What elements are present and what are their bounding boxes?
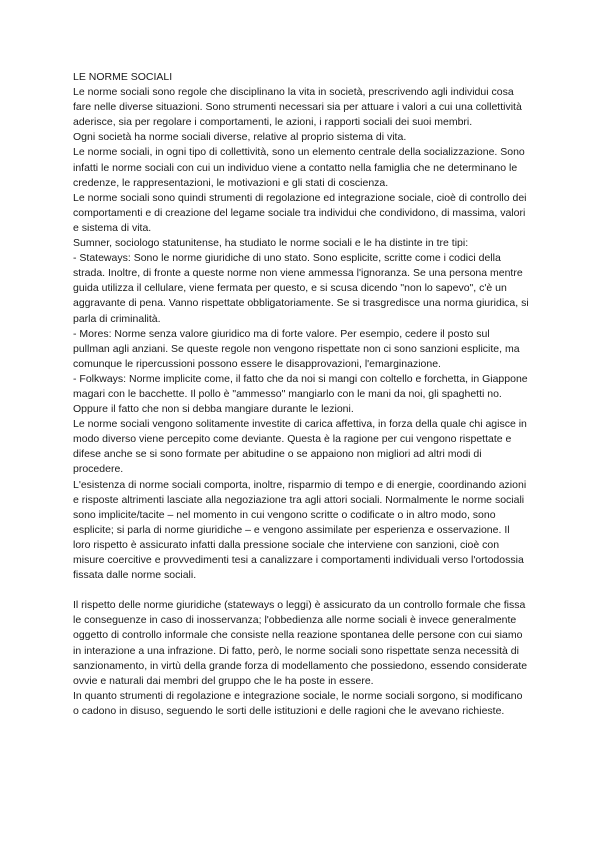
document-body bbox=[73, 70, 529, 719]
paragraph-mores: - Mores: Norme senza valore giuridico ma di forte valore. Per esempio, cedere il posto sul pullman agli anziani. Se queste regole non vengono rispettate non ci sono sanzioni esplicite, ma comunque le ripercussioni possono essere le disapprovazioni, l'emarginazione. bbox=[73, 327, 520, 370]
paragraph-legal-respect: Il rispetto delle norme giuridiche (stateways o leggi) è assicurato da un controllo formale che fissa le conseguenze in caso di inosservanza; l'obbedienza alle norme sociali è invece generalmente oggetto di controllo informale che consiste nella reazione spontanea delle persone con cui siamo in interazione a una infrazione. Di fatto, però, le norme sociali sono rispettate senza necessità di sanzionamento, in virtù della grande forza di modellamento che possiedono, essendo considerate ovvie e naturali dai membri del gruppo che le ha poste in essere. bbox=[73, 599, 528, 687]
paragraph-stateways: - Stateways: Sono le norme giuridiche di uno stato. Sono esplicite, scritte come i codici della strada. Inoltre, di fronte a queste norme non viene ammessa l'ignoranza. Se una persona mentre guida utilizza il cellulare, viene fermata per questo, e si scusa dicendo "non lo sapevo", c'è un aggravante di pena. Vanno rispettate obbligatoriamente. Se si trasgredisce una norma giuridica, si parla di criminalità. bbox=[73, 252, 529, 325]
paragraph-conclusion: In quanto strumenti di regolazione e integrazione sociale, le norme sociali sorgono, si modificano o cadono in disuso, seguendo le sorti delle istituzioni e delle ragioni che le avevano richieste. bbox=[73, 689, 523, 717]
document-title: LE NORME SOCIALI bbox=[73, 71, 173, 83]
paragraph-sumner-intro: Sumner, sociologo statunitense, ha studiato le norme sociali e le ha distinte in tre tipi: bbox=[73, 237, 469, 250]
paragraph-regulation: Le norme sociali sono quindi strumenti di regolazione ed integrazione sociale, cioè di controllo dei comportamenti e di creazione del legame sociale tra individui che condividono, di massima, valori e sistema di vita. bbox=[73, 191, 527, 234]
blank-line bbox=[73, 583, 529, 598]
paragraph-definition: Le norme sociali sono regole che disciplinano la vita in società, prescrivendo agli individui cosa fare nelle diverse situazioni. Sono strumenti necessari sia per attuare i valori a cui una collettività aderisce, sia per regolare i comportamenti, le azioni, i rapporti sociali dei suoi membri. bbox=[73, 86, 522, 129]
paragraph-affective-charge: Le norme sociali vengono solitamente investite di carica affettiva, in forza della quale chi agisce in modo diverso viene percepito come deviante. Questa è la ragione per cui vengono rispettate e difese anche se si sono formate per abitudine o se appaiono non migliori ad altri modi di procedere. bbox=[73, 418, 527, 476]
paragraph-existence: L'esistenza di norme sociali comporta, inoltre, risparmio di tempo e di energie, coordinando azioni e risposte altrimenti lasciate alla negoziazione tra agli attori sociali. Normalmente le norme sociali sono implicite/tacite – nel momento in cui vengono scritte o codificate o in altro modo, sono esplicite; si parla di norme giuridiche – e vengono assimilate per esperienza e osservazione. Il loro rispetto è assicurato infatti dalla pressione sociale che interviene con sanzioni, cioè con misure coercitive e provvedimenti tesi a canalizzare i comportamenti individuali verso l'ortodossia fissata dalle norme sociali. bbox=[73, 478, 527, 582]
paragraph-socialization: Le norme sociali, in ogni tipo di collettività, sono un elemento centrale della socializzazione. Sono infatti le norme sociali con cui un individuo viene a contatto nella famiglia che ne determinano le credenze, le rappresentazioni, le motivazioni e gli stati di coscienza. bbox=[73, 146, 525, 189]
paragraph-society-norms: Ogni società ha norme sociali diverse, relative al proprio sistema di vita. bbox=[73, 131, 407, 144]
paragraph-folkways: - Folkways: Norme implicite come, il fatto che da noi si mangi con coltello e forchetta, in Giappone magari con le bacchette. Il pollo è "ammesso" mangiarlo con le mani da noi, gli spaghetti no. Oppure il fatto che non si debba mangiare durante le lezioni. bbox=[73, 372, 528, 416]
